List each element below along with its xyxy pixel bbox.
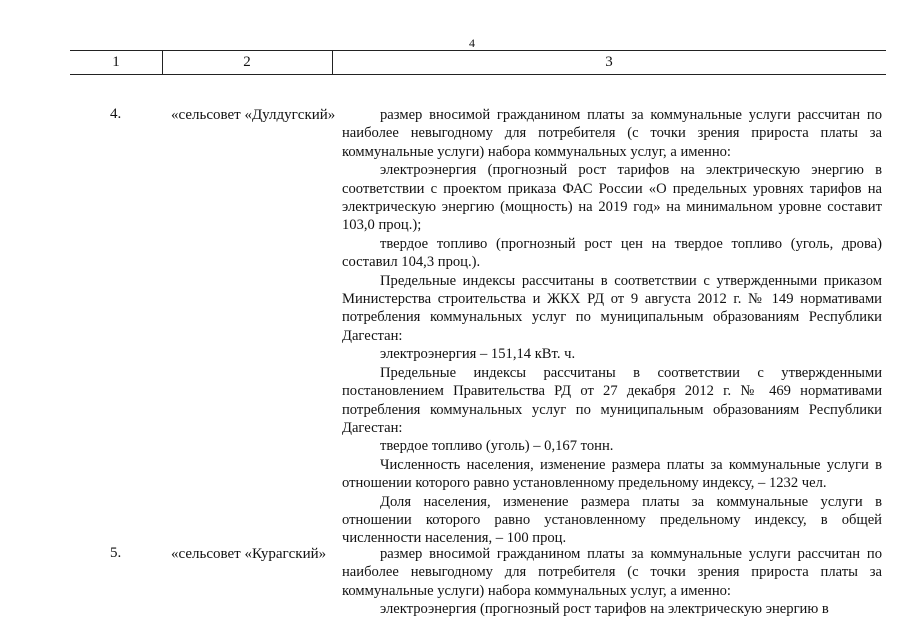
- row-number: 4.: [110, 106, 122, 122]
- page-number: 4: [469, 36, 475, 50]
- paragraph: Предельные индексы рассчитаны в соответствии с утвержденными постановлением Правительства РД от 27 декабря 2012 г. № 469 нормативами потребления коммунальных услуг по муниципальным образованиям Республики Дагестан:: [342, 364, 882, 436]
- row-description: [342, 106, 882, 548]
- header-col-1: 1: [70, 51, 163, 74]
- paragraph: электроэнергия (прогнозный рост тарифов на электрическую энергию в: [380, 601, 829, 618]
- municipality-name: «сельсовет «Курагский»: [171, 546, 327, 562]
- header-col-3: 3: [605, 54, 613, 70]
- paragraph: размер вносимой гражданином платы за коммунальные услуги рассчитан по наиболее невыгодному для потребителя (с точки зрения прироста платы за коммунальные услуги) набора коммунальных услуг, а именно:: [342, 107, 882, 160]
- paragraph: Доля населения, изменение размера платы за коммунальные услуги в отношении которого равно установленному предельному индексу, в общей численности населения, – 100 проц.: [342, 493, 882, 547]
- row-description: [342, 545, 882, 619]
- paragraph: электроэнергия (прогнозный рост тарифов на электрическую энергию в соответствии с проектом приказа ФАС России «О предельных уровнях тарифов на электрическую энергию (мощность) на 2019 год» на минимальном уровне составит 103,0 проц.);: [342, 162, 882, 234]
- row-number: 5.: [110, 545, 122, 561]
- municipality-name: «сельсовет «Дулдугский»: [171, 107, 336, 123]
- header-col-2: 2: [162, 51, 333, 74]
- paragraph: твердое топливо (прогнозный рост цен на твердое топливо (уголь, дрова) составил 104,3 проц.).: [342, 235, 882, 271]
- paragraph: электроэнергия – 151,14 кВт. ч.: [380, 346, 576, 363]
- paragraph: твердое топливо (уголь) – 0,167 тонн.: [380, 438, 614, 455]
- paragraph: Численность населения, изменение размера платы за коммунальные услуги в отношении которого равно установленному предельному индексу, – 1232 чел.: [342, 456, 882, 492]
- paragraph: размер вносимой гражданином платы за коммунальные услуги рассчитан по наиболее невыгодному для потребителя (с точки зрения прироста платы за коммунальные услуги) набора коммунальных услуг, а именно:: [342, 546, 882, 599]
- table-header: [70, 50, 886, 75]
- paragraph: Предельные индексы рассчитаны в соответствии с утвержденными приказом Министерства строительства и ЖКХ РД от 9 августа 2012 г. № 149 нормативами потребления коммунальных услуг по муниципальным образованиям Республики Дагестан:: [342, 272, 882, 344]
